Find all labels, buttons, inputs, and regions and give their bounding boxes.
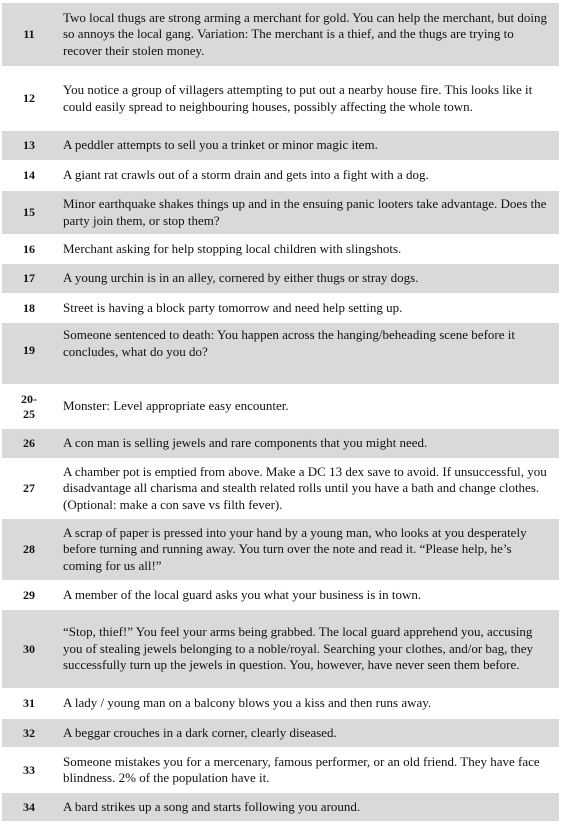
table-row: [2, 191, 559, 235]
table-row: [2, 3, 559, 67]
roll-number: 30: [23, 641, 35, 656]
table-row: [2, 294, 559, 323]
encounter-text: A bard strikes up a song and starts following you around.: [63, 798, 361, 814]
roll-number: 11: [23, 27, 35, 41]
encounter-text: Monster: Level appropriate easy encounter.: [63, 398, 289, 414]
roll-number: 27: [23, 481, 35, 495]
table-row: [2, 264, 559, 294]
encounter-text: A young urchin is in an alley, cornered by either thugs or stray dogs.: [63, 270, 419, 286]
table-row: [2, 385, 559, 429]
roll-number: 32: [23, 725, 35, 740]
table-row: [2, 519, 559, 581]
table-row: [2, 610, 559, 689]
roll-number: 28: [23, 542, 35, 556]
table-row: [2, 689, 559, 719]
encounter-text: Two local thugs are strong arming a merchant for gold. You can help the merchant, but doing so annoys the local gang. Variation: The merchant is a thief, and the thugs are trying to recover their stolen money.: [63, 9, 547, 58]
table-row: [2, 161, 559, 191]
table-row: [2, 748, 559, 793]
roll-number: 33: [23, 762, 35, 777]
table-row: [2, 719, 559, 748]
table-row: [2, 581, 559, 610]
table-row: [2, 67, 559, 131]
roll-number: 19: [23, 343, 35, 357]
table-row: [2, 429, 559, 459]
roll-number: 16: [23, 241, 35, 256]
encounter-text: Minor earthquake shakes things up and in the ensuing panic looters take advantage. Does the party join them, or stop them?: [63, 196, 547, 228]
roll-number: 18: [23, 300, 35, 315]
encounter-text: “Stop, thief!” You feel your arms being grabbed. The local guard apprehend you, accusing you of stealing jewels belonging to a noble/royal. Searching your clothes, and/or bag, they successfully turn up the jewels in question. You, however, have never seen them before.: [63, 624, 534, 673]
roll-number: 15: [23, 205, 35, 219]
encounter-text: A beggar crouches in a dark corner, clearly diseased.: [63, 724, 337, 740]
table-row: [2, 323, 559, 385]
table-row: [2, 131, 559, 161]
encounter-text: You notice a group of villagers attempting to put out a nearby house fire. This looks like it could easily spread to neighbouring houses, possibly affecting the whole town.: [63, 82, 533, 114]
roll-number: 20- 25: [21, 391, 37, 421]
table-row: [2, 235, 559, 264]
encounter-text: Someone mistakes you for a mercenary, famous performer, or an old friend. They have face blindness. 2% of the population have it.: [63, 753, 540, 785]
roll-number: 12: [23, 91, 35, 105]
encounter-text: Street is having a block party tomorrow and need help setting up.: [63, 299, 403, 315]
roll-number: 31: [23, 696, 35, 710]
encounter-text: Someone sentenced to death: You happen across the hanging/beheading scene before it concludes, what do you do?: [63, 327, 515, 359]
encounter-text: A giant rat crawls out of a storm drain and gets into a fight with a dog.: [63, 167, 429, 183]
encounter-text: A chamber pot is emptied from above. Make a DC 13 dex save to avoid. If unsuccessful, you disadvantage all charisma and stealth related rolls until you have a bath and change clothes. (Optional: make a con save vs filth fever).: [63, 463, 547, 512]
table-row: [2, 793, 559, 822]
roll-number: 13: [23, 138, 35, 152]
roll-number: 29: [23, 587, 35, 602]
encounter-text: A con man is selling jewels and rare components that you might need.: [63, 435, 428, 451]
roll-number: 17: [23, 271, 35, 285]
encounter-text: A scrap of paper is pressed into your hand by a young man, who looks at you desperately before turning and running away. You turn over the note and read it. “Please help, he’s coming for us all!”: [63, 524, 527, 573]
roll-number: 26: [23, 436, 35, 450]
encounter-text: Merchant asking for help stopping local children with slingshots.: [63, 240, 402, 256]
table-row: [2, 459, 559, 519]
encounter-table: [2, 3, 559, 822]
roll-number: 34: [23, 799, 35, 814]
encounter-text: A peddler attempts to sell you a trinket or minor magic item.: [63, 137, 378, 153]
encounter-text: A lady / young man on a balcony blows you a kiss and then runs away.: [63, 695, 432, 711]
roll-number: 14: [23, 168, 35, 182]
encounter-text: A member of the local guard asks you what your business is in town.: [63, 586, 422, 602]
